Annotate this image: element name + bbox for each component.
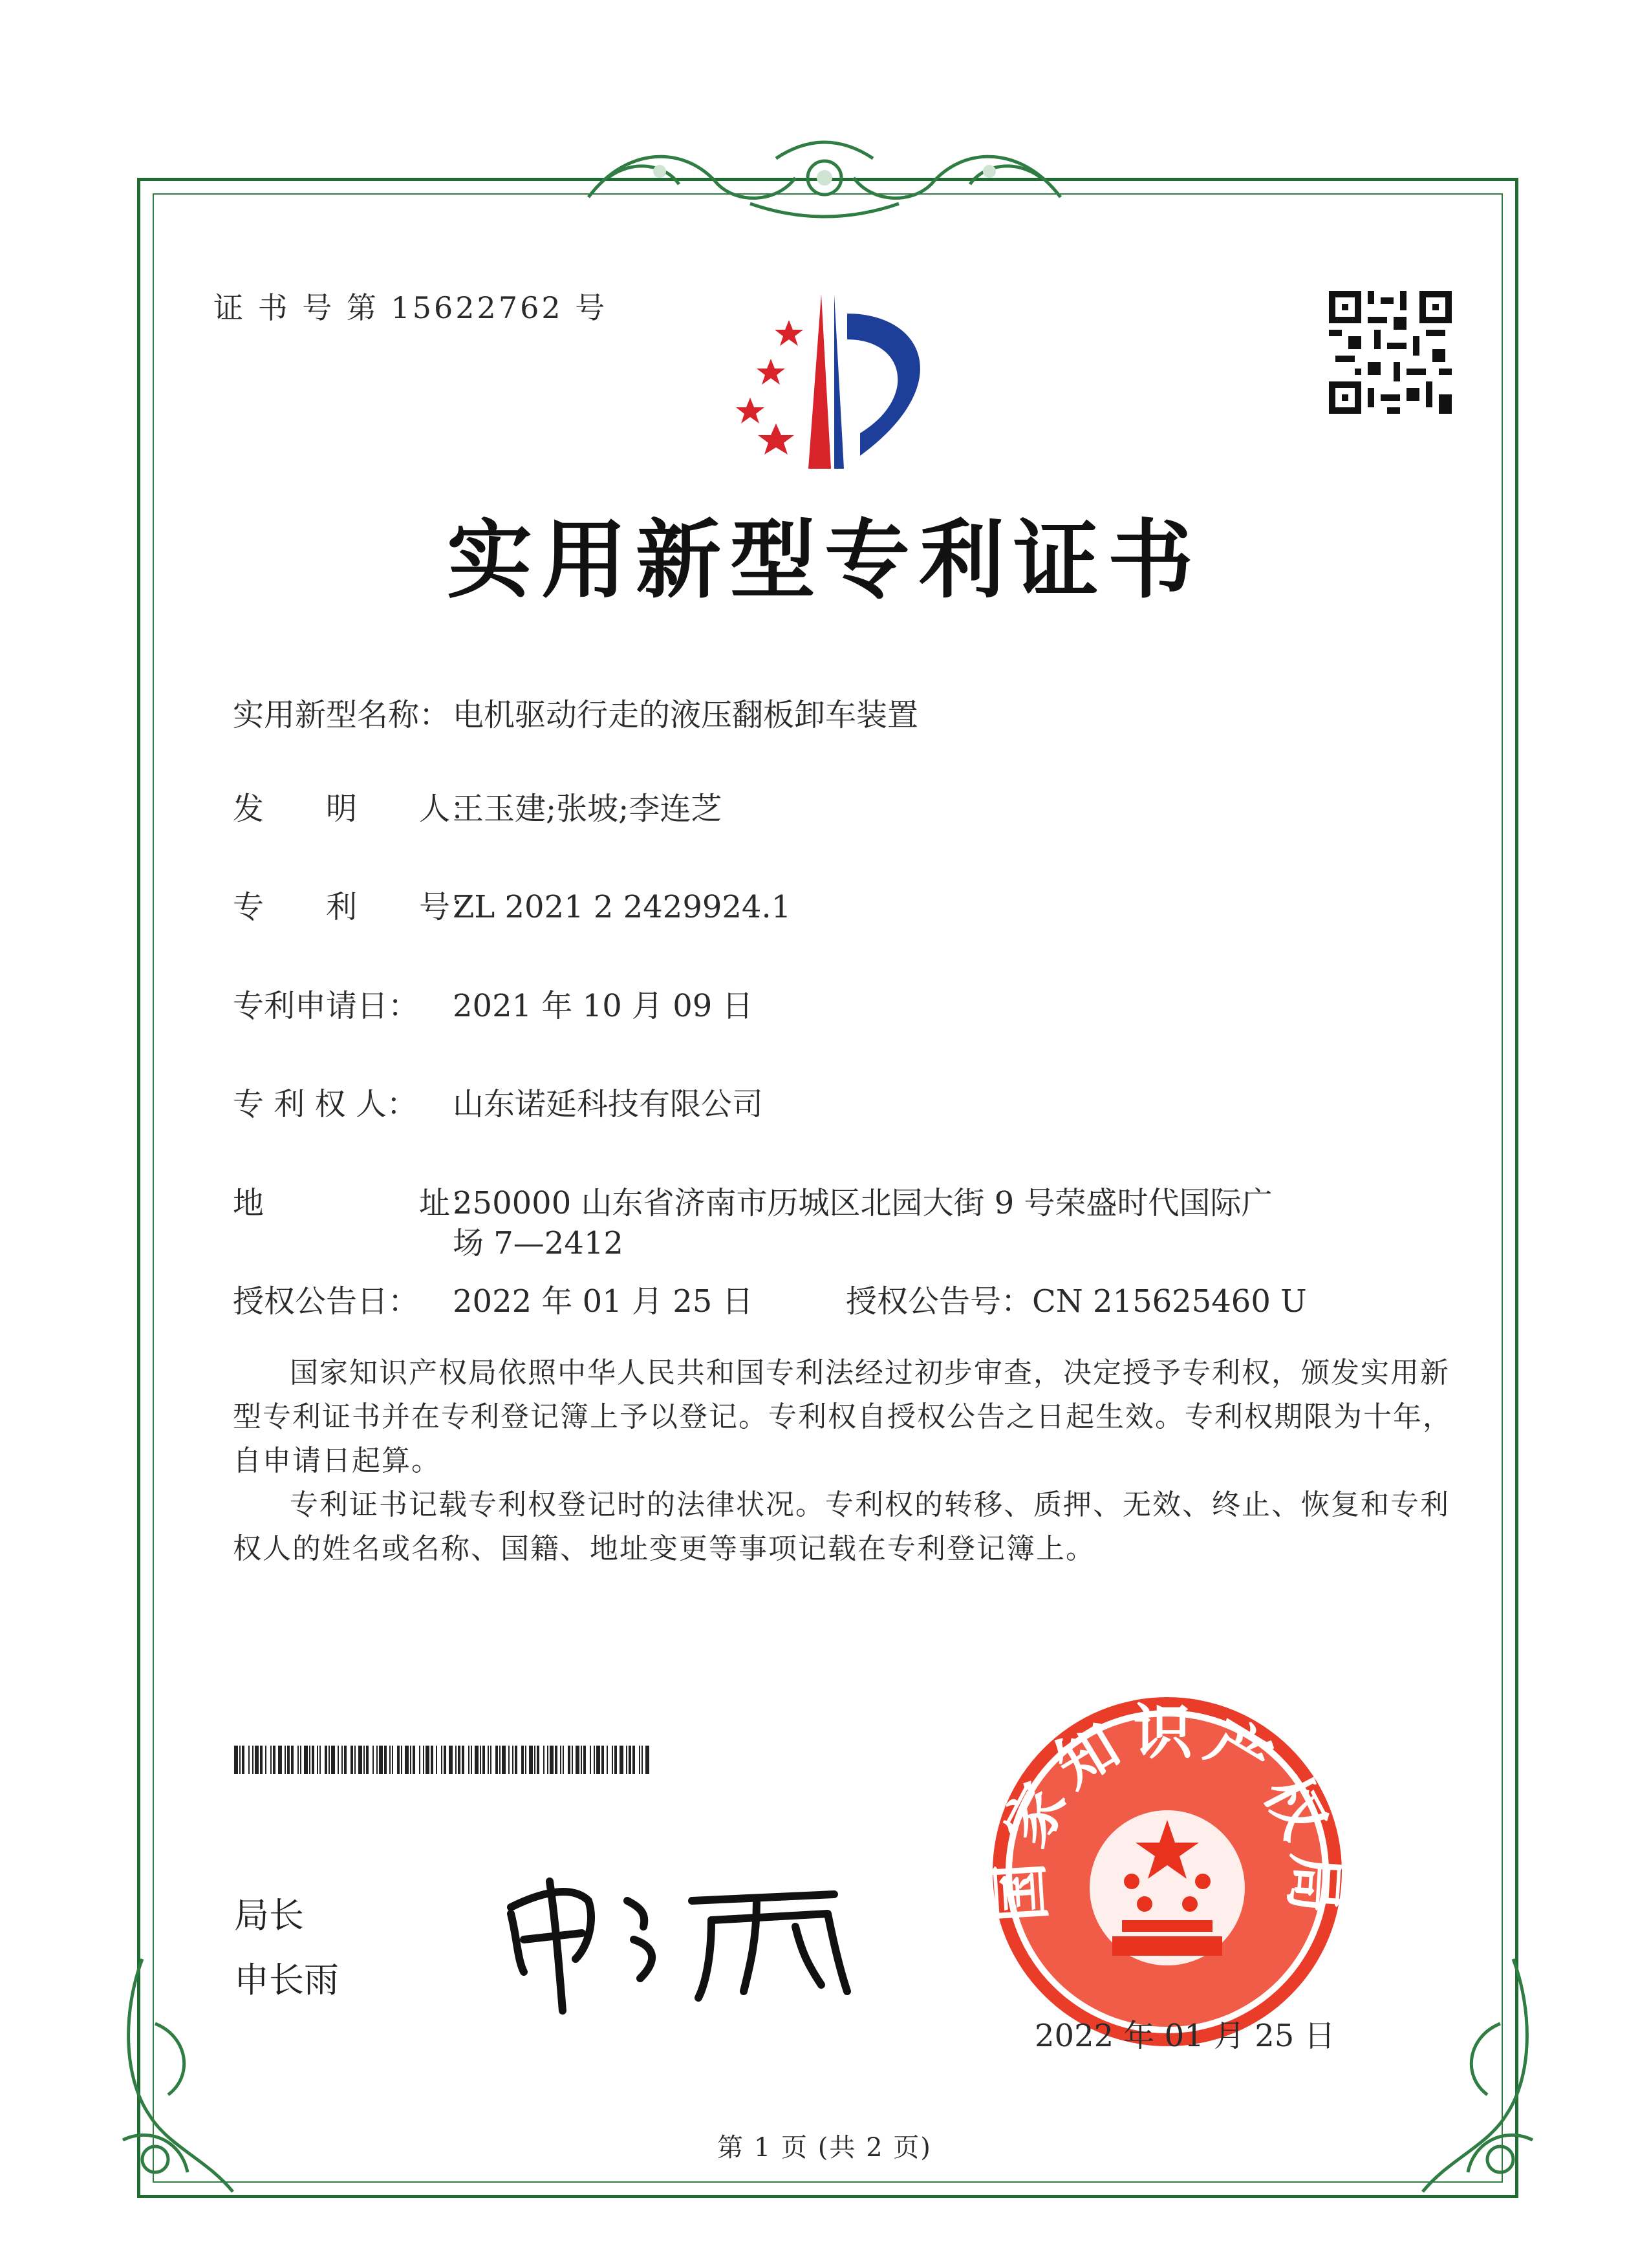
field-value: CN 215625460 U bbox=[1032, 1283, 1307, 1320]
field-value: 2022 年 01 月 25 日 bbox=[453, 1283, 753, 1320]
field-value: 250000 山东省济南市历城区北园大街 9 号荣盛时代国际广 bbox=[453, 1185, 1273, 1221]
floral-ornament-icon bbox=[1403, 1946, 1558, 2218]
field-value: 山东诺延科技有限公司 bbox=[453, 1086, 764, 1122]
field-value: 电机驱动行走的液压翻板卸车装置 bbox=[453, 697, 919, 733]
field-grant-number bbox=[846, 1281, 1307, 1321]
field-address bbox=[233, 1183, 1273, 1263]
certificate-statement bbox=[233, 1351, 1461, 1571]
field-label: 专 利 权 人： bbox=[233, 1086, 418, 1122]
director-name: 申长雨 bbox=[234, 1960, 339, 2000]
patent-logo-icon bbox=[711, 288, 951, 475]
certificate-number: 证 书 号 第 15622762 号 bbox=[213, 290, 608, 325]
qr-code-icon bbox=[1329, 291, 1452, 414]
field-label: 专 利 号： bbox=[233, 889, 482, 925]
barcode-icon bbox=[234, 1746, 661, 1774]
official-seal-icon bbox=[983, 1687, 1352, 2056]
seal-text: 国家知识产权局 bbox=[984, 1698, 1350, 1925]
certificate-title: 实用新型专利证书 bbox=[447, 511, 1202, 610]
field-label: 授权公告日： bbox=[233, 1283, 420, 1320]
floral-ornament-icon bbox=[97, 1946, 252, 2218]
seal-date: 2022 年 01 月 25 日 bbox=[1035, 2018, 1335, 2054]
field-value: ZL 2021 2 2429924.1 bbox=[453, 889, 792, 925]
field-value-line2: 场 7—2412 bbox=[453, 1225, 623, 1261]
field-label: 实用新型名称： bbox=[233, 697, 451, 733]
signature-icon bbox=[498, 1862, 860, 2017]
field-utility-model-name bbox=[233, 695, 918, 735]
field-label: 专利申请日： bbox=[233, 988, 420, 1024]
statement-paragraph-1: 国家知识产权局依照中华人民共和国专利法经过初步审查，决定授予专利权，颁发实用新型专利证书并在专利登记簿上予以登记。专利权自授权公告之日起生效。专利权期限为十年，自申请日起算。 bbox=[233, 1356, 1452, 1477]
field-grant-date bbox=[233, 1281, 753, 1321]
field-patentee bbox=[233, 1084, 763, 1124]
field-label: 地 址： bbox=[233, 1185, 482, 1221]
field-value: 王玉建;张坡;李连芝 bbox=[453, 791, 722, 827]
field-application-date bbox=[233, 986, 753, 1026]
floral-ornament-icon bbox=[569, 133, 1080, 223]
field-patent-number bbox=[233, 887, 791, 927]
page-footer: 第 1 页 (共 2 页) bbox=[717, 2133, 932, 2163]
field-value: 2021 年 10 月 09 日 bbox=[453, 988, 753, 1024]
field-label: 发 明 人： bbox=[233, 791, 482, 827]
director-title: 局长 bbox=[234, 1895, 304, 1936]
field-label: 授权公告号： bbox=[846, 1283, 1033, 1320]
field-inventors bbox=[233, 789, 722, 829]
statement-paragraph-2: 专利证书记载专利权登记时的法律状况。专利权的转移、质押、无效、终止、恢复和专利权人的姓名或名称、国籍、地址变更等事项记载在专利登记簿上。 bbox=[233, 1488, 1450, 1565]
